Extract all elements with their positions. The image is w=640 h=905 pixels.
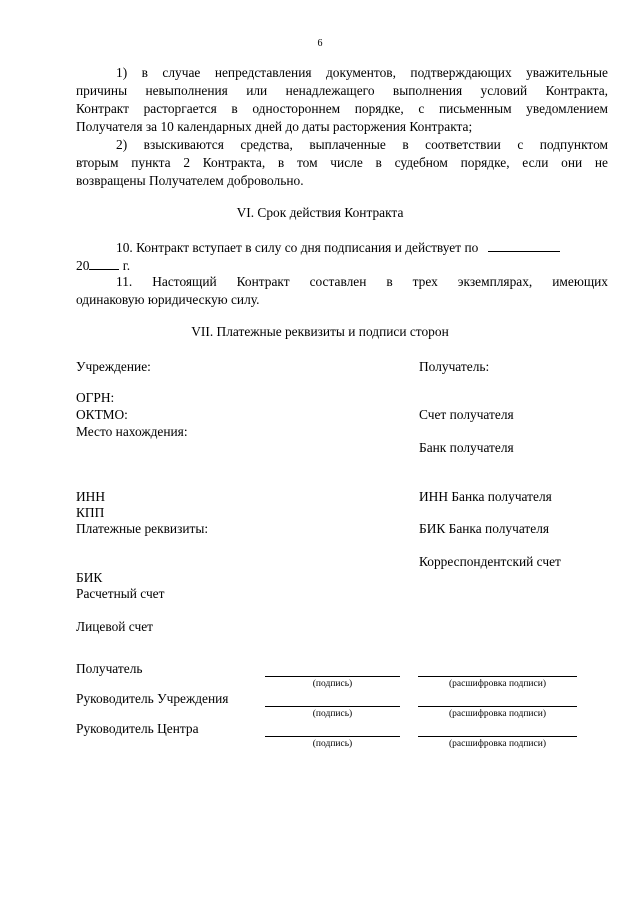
section-6-title: VI. Срок действия Контракта: [236, 205, 404, 220]
recipient-label: Получатель:: [419, 359, 490, 374]
signature-role-center-head: Руководитель Центра: [76, 721, 199, 736]
para11-line1: 11. Настоящий Контракт составлен в трех экземплярах, имеющих: [116, 274, 608, 289]
para2-line1: 2) взыскиваются средства, выплаченные в соответствии с подпунктом: [116, 137, 608, 152]
bik-label: БИК: [76, 570, 103, 585]
para1-line2: причины невыполнения или ненадлежащего выполнения условий Контракта,: [76, 83, 608, 98]
year-blank[interactable]: [89, 269, 119, 270]
oktmo-label: ОКТМО:: [76, 407, 128, 422]
signature-role-institution-head: Руководитель Учреждения: [76, 691, 229, 706]
para1-line1: 1) в случае непредставления документов, подтверждающих уважительные: [116, 65, 608, 80]
signature-caption: (подпись): [312, 709, 353, 719]
year-prefix: 20: [76, 258, 90, 273]
bank-inn-label: ИНН Банка получателя: [419, 489, 552, 504]
signature-line-recipient[interactable]: [265, 676, 400, 677]
para10-text: 10. Контракт вступает в силу со дня подписания и действует по: [116, 240, 479, 255]
recipient-bank-label: Банк получателя: [419, 440, 514, 455]
decode-line-center-head[interactable]: [418, 736, 577, 737]
para1-line4: Получателя за 10 календарных дней до даты расторжения Контракта;: [76, 119, 473, 134]
personal-account-label: Лицевой счет: [76, 619, 154, 634]
recipient-account-label: Счет получателя: [419, 407, 514, 422]
signature-line-institution-head[interactable]: [265, 706, 400, 707]
signature-caption: (подпись): [312, 739, 353, 749]
inn-label: ИНН: [76, 489, 106, 504]
date-blank[interactable]: [488, 251, 560, 252]
para2-line2: вторым пункта 2 Контракта, в том числе в судебном порядке, если они не: [76, 155, 608, 170]
decode-line-institution-head[interactable]: [418, 706, 577, 707]
page-number: 6: [317, 38, 323, 49]
signature-caption: (подпись): [312, 679, 353, 689]
bank-bik-label: БИК Банка получателя: [419, 521, 550, 536]
signature-line-center-head[interactable]: [265, 736, 400, 737]
payment-details-label: Платежные реквизиты:: [76, 521, 209, 536]
para11-line2: одинаковую юридическую силу.: [76, 292, 260, 307]
decode-caption: (расшифровка подписи): [449, 709, 546, 719]
location-label: Место нахождения:: [76, 424, 188, 439]
decode-caption: (расшифровка подписи): [449, 679, 546, 689]
decode-line-recipient[interactable]: [418, 676, 577, 677]
para2-line3: возвращены Получателем добровольно.: [76, 173, 304, 188]
para1-line3: Контракт расторгается в одностороннем порядке, с письменным уведомлением: [76, 101, 608, 116]
year-suffix: г.: [122, 258, 131, 273]
kpp-label: КПП: [76, 505, 105, 520]
section-7-title: VII. Платежные реквизиты и подписи сторон: [191, 324, 449, 339]
institution-label: Учреждение:: [76, 359, 151, 374]
ogrn-label: ОГРН:: [76, 390, 115, 405]
decode-caption: (расшифровка подписи): [449, 739, 546, 749]
corr-account-label: Корреспондентский счет: [419, 554, 561, 569]
para10-line1: [116, 239, 560, 257]
signature-role-recipient: Получатель: [76, 661, 143, 676]
settlement-account-label: Расчетный счет: [76, 586, 165, 601]
